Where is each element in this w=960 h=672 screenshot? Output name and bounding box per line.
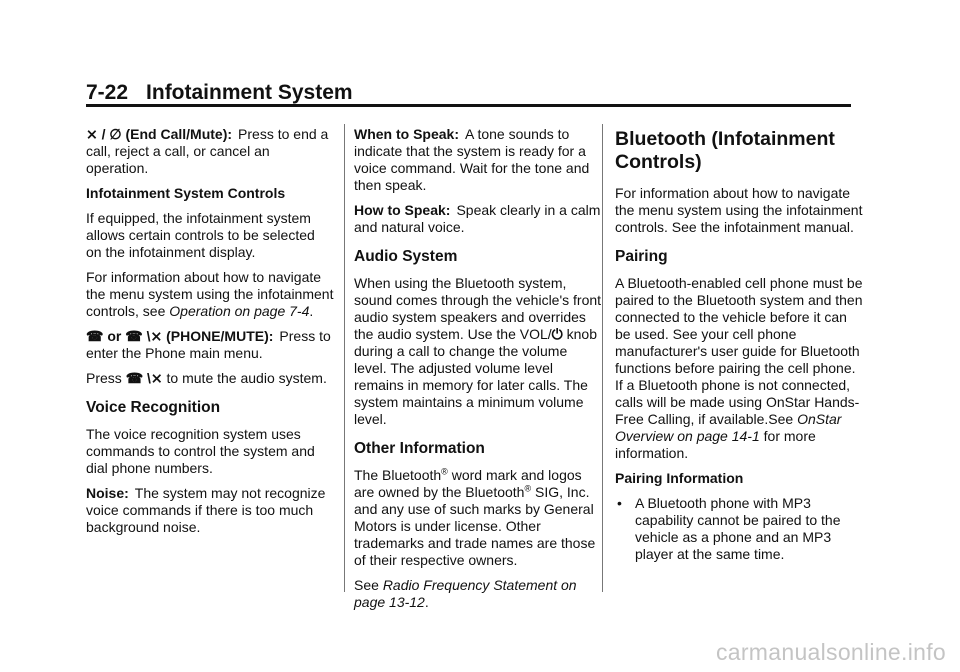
press-mute-text: to mute the audio system. [166,370,327,386]
column-right [615,126,863,563]
pairing-heading: Pairing [615,248,668,265]
how-to-speak-paragraph [354,202,602,236]
column-middle [354,126,602,619]
audio-text-b: knob during a call to change the volume level. The adjusted volume level remains in memory for later calls. The system maintains a minimum volume level. [354,326,597,427]
onstar-overview-reference[interactable]: OnStar Overview on page 14-1 [615,411,842,444]
audio-system-heading: Audio System [354,248,458,265]
when-to-speak-label: When to Speak: [354,126,460,142]
pairing-paragraph [615,275,863,462]
bluetooth-heading: Bluetooth (Infotainment Controls) [615,128,835,173]
voice-recognition-text: The voice recognition system uses commands to control the system and dial phone numbers. [86,426,315,476]
mute-icon: ⨯ [150,328,163,344]
watermark: carmanualsonline.info [715,639,946,665]
radio-frequency-reference[interactable]: Radio Frequency Statement on page 13-12 [354,577,577,610]
registered-mark: ® [524,483,532,494]
see-paragraph [354,577,602,611]
info-paragraph: For information about how to navigate the menu system using the infotainment controls, see Operation on page 7-4. [86,269,334,319]
other-text-a: The Bluetooth [354,467,442,483]
audio-system-paragraph [354,275,602,428]
audio-text-a: When using the Bluetooth system, sound comes through the vehicle's front audio system speakers and overrides the audio system. Use the VOL/ [354,275,602,342]
phone-icon: ☎ [125,328,143,344]
slash-separator: \ [147,370,151,386]
how-to-speak-label: How to Speak: [354,202,451,218]
bluetooth-intro: For information about how to navigate the menu system using the infotainment controls. See the infotainment manual. [615,185,863,235]
see-word: See [354,577,379,593]
noise-paragraph [86,485,334,536]
registered-mark: ® [441,466,448,477]
other-information-heading: Other Information [354,440,485,457]
or-word: or [107,328,122,344]
end-call-paragraph [86,126,334,177]
noise-text: The system may not recognize voice commands if there is too much background noise. [86,485,326,535]
column-left [86,126,334,544]
how-to-speak-text: Speak clearly in a calm and natural voice. [354,202,601,235]
end-call-text: Press to end a call, reject a call, or cancel an operation. [86,126,329,176]
when-to-speak-paragraph [354,126,602,194]
pairing-tail: for more information. [615,428,816,461]
period: . [424,594,429,610]
phone-mute-text: Press to enter the Phone main menu. [86,328,331,361]
column-divider [344,124,345,592]
noise-label: Noise: [86,485,129,501]
press-mute-paragraph [86,370,334,387]
info-text: For information about how to navigate the menu system using the infotainment controls, see [86,269,334,319]
page-header [86,81,353,105]
page-number: 7-22 [86,81,129,104]
end-call-label: (End Call/Mute): [125,126,233,142]
pairing-text: A Bluetooth-enabled cell phone must be paired to the Bluetooth system and then connected to the vehicle before it can be used. See your cell phone manufacturer's user guide for Bluetooth functions before pairing the cell phone. If a Bluetooth phone is not connected, calls will be made using OnStar Hands-Free Calling, if available.See [615,275,863,427]
pairing-information-subheading: Pairing Information [615,470,744,486]
other-text-b: word mark and logos are owned by the Bluetooth [354,467,582,500]
controls-text: If equipped, the infotainment system allows certain controls to be selected on the infotainment display. [86,210,315,260]
end-call-mute-icon: ⨯ / ∅ [86,126,122,142]
controls-subheading: Infotainment System Controls [86,185,286,201]
page-title: Infotainment System [146,81,353,104]
pairing-info-list [615,495,863,563]
phone-paragraph [86,328,334,362]
phone-icon: ☎ [86,328,104,344]
power-knob-icon: ⏻ [551,326,563,342]
operation-page-reference[interactable]: Operation on page 7-4 [169,303,310,319]
column-divider [602,124,603,592]
press-word: Press [86,370,122,386]
other-text-c: SIG, Inc. and any use of such marks by General Motors is under license. Other trademarks and trade names are those of their respective owners. [354,484,596,568]
slash-separator: \ [146,328,151,344]
voice-recognition-heading: Voice Recognition [86,399,221,416]
phone-icon: ☎ [125,370,144,386]
mute-icon: ⨯ [150,370,163,386]
other-information-paragraph [354,467,602,569]
when-to-speak-text: A tone sounds to indicate that the system is ready for a voice command. Wait for the tone and then speak. [354,126,590,193]
header-rule [86,104,851,107]
phone-mute-label: (PHONE/MUTE): [166,328,274,344]
list-item: • A Bluetooth phone with MP3 capability cannot be paired to the vehicle as a phone and an MP3 player at the same time. [635,495,863,563]
